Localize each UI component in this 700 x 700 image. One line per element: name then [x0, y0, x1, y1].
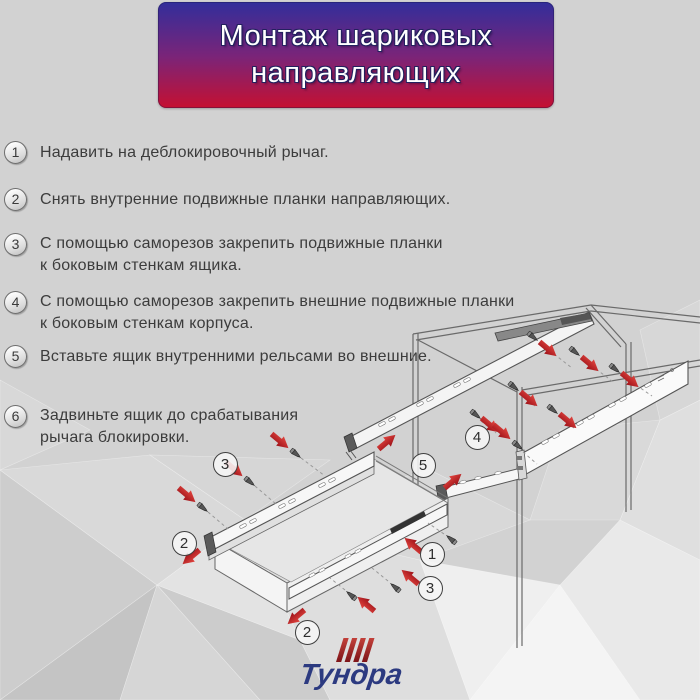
step-text: С помощью саморезов закрепить подвижные планки к боковым стенкам ящика. — [40, 235, 443, 274]
diagram-badge-4: 4 — [465, 425, 490, 450]
outer-rail-front — [516, 361, 688, 480]
diagram-badge-3b: 3 — [418, 576, 443, 601]
title-line-2: направляющих — [251, 57, 461, 89]
step-text: С помощью саморезов закрепить внешние подвижные планки к боковым стенкам корпуса. — [40, 293, 515, 332]
diagram-badge-5: 5 — [411, 453, 436, 478]
diagram-badge-2a: 2 — [172, 531, 197, 556]
step-text: Задвиньте ящик до срабатывания рычага блокировки. — [40, 407, 299, 446]
diagram-badge-1: 1 — [420, 542, 445, 567]
step-number-badge: 6 — [4, 405, 27, 428]
diagram-badge-3a: 3 — [213, 452, 238, 477]
diagram-badge-2b: 2 — [295, 620, 320, 645]
step-number-badge: 5 — [4, 345, 27, 368]
step-number-badge: 2 — [4, 188, 27, 211]
step-number-badge: 4 — [4, 291, 27, 314]
drawer-box — [204, 452, 448, 612]
brand-name: Тундра — [297, 659, 405, 691]
title-line-1: Монтаж шариковых — [219, 20, 493, 52]
step-number-badge: 1 — [4, 141, 27, 164]
step-text: Надавить на деблокировочный рычаг. — [40, 144, 329, 161]
step-text: Снять внутренние подвижные планки направляющих. — [40, 191, 451, 208]
step-number-badge: 3 — [4, 233, 27, 256]
step-text: Вставьте ящик внутренними рельсами во внешние. — [40, 348, 432, 365]
